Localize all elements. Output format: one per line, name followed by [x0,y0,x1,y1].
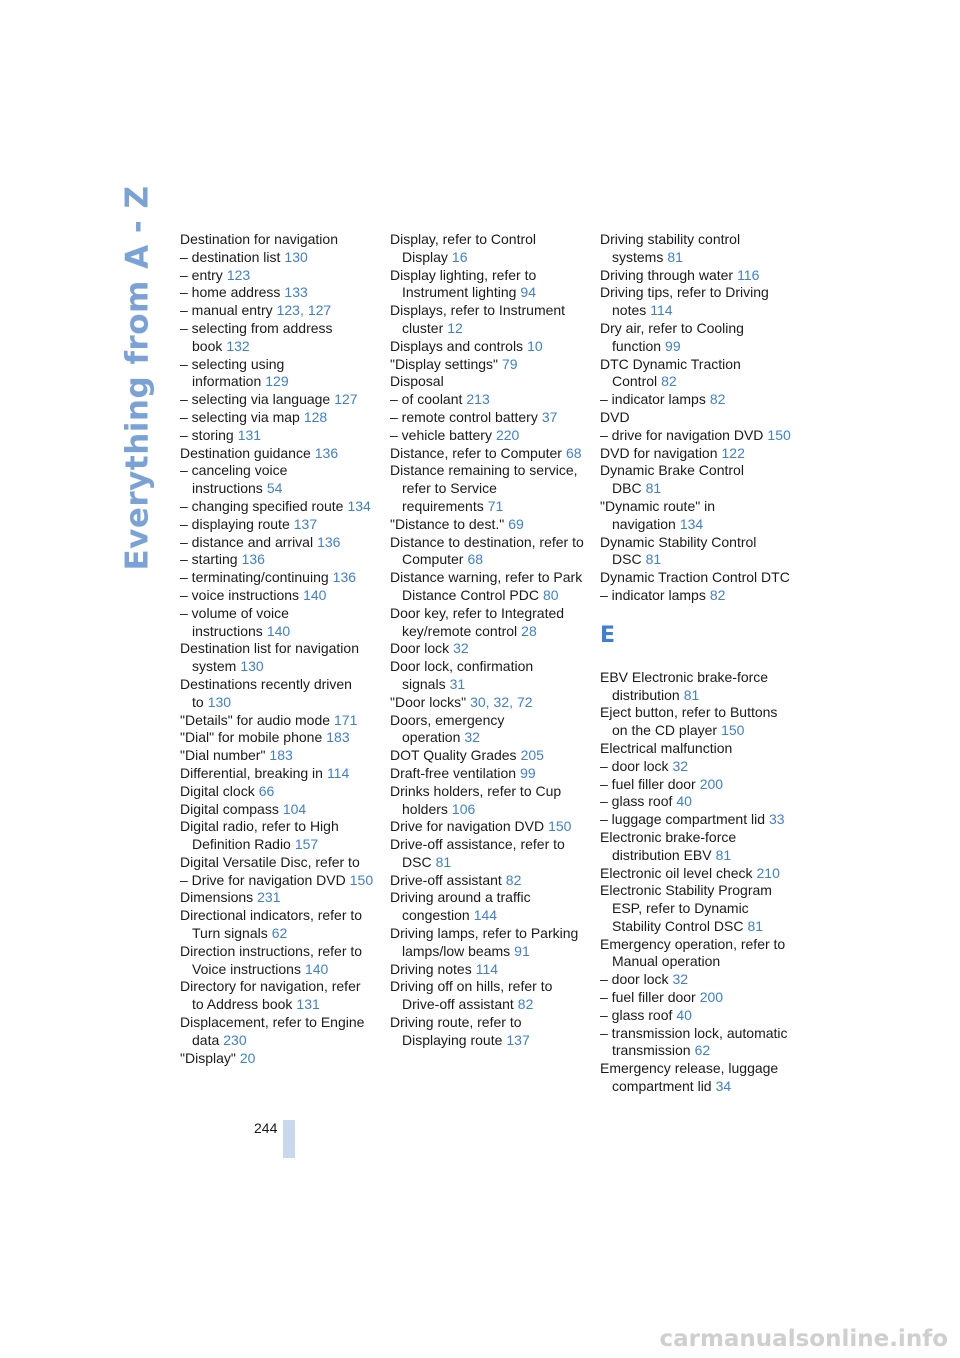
index-entry-term: Digital radio, refer to High Definition Radio [180,818,339,853]
index-entry [600,445,796,463]
index-entry [180,231,376,249]
page-reference-link[interactable]: 136 [314,444,339,461]
index-entry-term: "Dial number" [180,747,266,764]
index-entry [180,729,376,747]
index-entry [390,338,586,356]
index-entry [390,872,586,890]
page-reference-link[interactable]: 94 [520,284,536,301]
index-entry [180,907,376,943]
index-entry-term: Emergency operation, refer to Manual operation [600,935,786,970]
index-entry [390,231,586,267]
index-entry [180,356,376,392]
index-entry-term: Disposal [390,373,444,390]
index-entry-term: "Dial" for mobile phone [180,729,323,746]
index-entry-term: Eject button, refer to Buttons on the CD player [600,704,778,739]
page-reference-link[interactable]: 82 [709,586,726,603]
index-entry: – manual entry 123, 127 [180,302,332,319]
index-entry-term: – home address [180,284,281,301]
index-entry-term: – destination list [180,248,281,265]
index-entry-term: – displaying route [180,515,290,532]
index-entry [390,267,586,303]
page-number-bar [283,1120,295,1158]
index-entry [180,676,376,712]
index-entry [390,569,586,605]
page-reference-link[interactable]: 62 [694,1042,711,1059]
index-entry [180,569,376,587]
page-reference-link[interactable]: 157 [294,836,319,853]
page-reference-link[interactable]: 114 [650,302,673,319]
index-entry [180,1050,376,1068]
index-entry [180,516,376,534]
index-entry [180,640,376,676]
index-entry-term: Door lock, confirmation signals [390,658,534,692]
page-reference-link[interactable]: 99 [665,337,681,354]
index-entry-term: Driving around a traffic congestion [390,889,531,924]
index-entry-term: – luggage compartment lid [600,811,765,828]
index-entry-term: Display, refer to Control Display [390,231,537,265]
index-entry-term: Driving through water [600,266,734,283]
index-entry-term: Display lighting, refer to Instrument lighting [390,266,537,301]
page-reference-link[interactable]: 213 [466,391,490,408]
index-entry-term: – indicator lamps [600,586,706,603]
index-entry [600,498,796,534]
page-reference-link[interactable]: 68 [565,444,582,461]
index-entry [180,872,376,890]
index-entry-term: Destination guidance [180,444,311,461]
index-entry-term: "Dynamic route" in navigation [600,497,715,532]
index-entry [390,356,586,374]
index-entry-term: "Display settings" [390,355,498,372]
page-reference-link[interactable]: 82 [661,373,677,390]
index-entry [600,587,796,605]
index-entry-term: Distance to destination, refer to Computer [390,533,584,568]
page-reference-link[interactable]: 81 [683,686,700,703]
index-entry [600,793,796,811]
index-entry [390,925,586,961]
index-entry-term: Distance remaining to service, refer to Service requirements [390,462,578,514]
index-entry-term: Dynamic Stability Control DSC [600,533,757,568]
page-reference-link[interactable]: 137 [293,515,318,532]
index-entry-term: – glass roof [600,793,673,810]
page-reference-link[interactable]: 200 [699,775,724,792]
index-entry [390,302,586,338]
page-reference-link[interactable]: 72 [517,693,533,710]
page-reference-link[interactable]: 210 [756,864,780,881]
index-entry [390,409,586,427]
index-entry-term: – door lock [600,757,669,774]
index-entry [180,712,376,730]
index-entry [180,818,376,854]
index-entry [390,978,586,1014]
index-entry-term: – of coolant [390,391,463,408]
page-reference-link[interactable]: 20 [239,1049,256,1066]
page-reference-link[interactable]: 130 [284,248,308,265]
index-entry [180,427,376,445]
index-entry-term: – voice instructions [180,586,300,603]
index-entry-term: Drinks holders, refer to Cup holders [390,782,562,817]
index-entry [180,978,376,1014]
index-entry-term: – fuel filler door [600,775,696,792]
index-entry [390,961,586,979]
index-entry [600,267,796,285]
index-entry-term: – glass roof [600,1006,673,1023]
index-entry-term: – transmission lock, automatic transmission [600,1024,788,1059]
page-reference-link[interactable]: 34 [715,1078,732,1095]
index-entry [390,747,586,765]
index-entry-term: – selecting via map [180,408,300,425]
page-reference-link[interactable]: 123 [226,266,251,283]
index-entry-term: – remote control battery [390,408,538,425]
index-entry-term: – manual entry [180,302,273,319]
page-reference-link[interactable]: 133 [284,284,308,301]
index-entry-term: Directional indicators, refer to Turn signals [180,907,363,942]
index-entry-term: Destination list for navigation system [180,640,359,675]
page-reference-link[interactable]: 140 [266,622,291,639]
index-entry [390,640,586,658]
index-entry-term: Destinations recently driven to [180,675,352,710]
index-entry [600,284,796,320]
index-entry-term: Displays and controls [390,337,524,354]
index-entry [180,783,376,801]
page-reference-link[interactable]: 32 [453,640,469,657]
page-reference-link[interactable]: 80 [542,586,559,603]
index-entry [600,231,796,267]
page-reference-link[interactable]: 200 [699,989,724,1006]
page-reference-link[interactable]: 129 [265,373,289,390]
page-reference-link[interactable]: 122 [721,444,745,461]
index-column-1 [180,231,376,1067]
index-entry-term: Driving tips, refer to Driving notes [600,284,769,319]
index-entry [180,605,376,641]
page-reference-link[interactable]: 30 [470,693,486,710]
index-entry-term: Direction instructions, refer to Voice instructions [180,942,363,977]
page-reference-link[interactable]: 104 [282,800,307,817]
index-entry [390,516,586,534]
index-entry-term: – starting [180,551,238,568]
page-reference-link[interactable]: 140 [304,960,329,977]
index-entry [180,801,376,819]
index-entry-term: Driving route, refer to Displaying route [390,1014,522,1048]
index-entry [180,765,376,783]
page-reference-link[interactable]: 10 [527,337,543,354]
page-reference-link[interactable]: 54 [266,480,283,497]
index-entry-term: Digital compass [180,800,279,817]
index-entry [600,776,796,794]
page-reference-link[interactable]: 150 [548,818,572,835]
page-reference-link[interactable]: 81 [715,846,732,863]
index-entry-term: Driving lamps, refer to Parking lamps/low beams [390,925,579,959]
index-entry [600,1025,796,1061]
index-entry [180,943,376,979]
index-entry [180,320,376,356]
index-entry-term: – entry [180,266,223,283]
page-reference-link[interactable]: 114 [326,764,350,781]
index-entry [390,712,586,748]
index-entry-term: Emergency release, luggage compartment lid [600,1060,779,1095]
page-reference-link[interactable]: 116 [737,266,760,283]
page-reference-link[interactable]: 134 [679,515,704,532]
index-entry [600,462,796,498]
index-entry-term: Differential, breaking in [180,764,323,781]
page-reference-link[interactable]: 31 [449,675,466,692]
index-entry-term: Digital Versatile Disc, refer to [180,853,360,870]
page-reference-link[interactable]: 136 [317,533,341,550]
index-entry [600,989,796,1007]
page-reference-link[interactable]: 99 [520,764,536,781]
page-reference-link[interactable]: 131 [237,426,262,443]
page-reference-link[interactable]: 32 [464,729,480,746]
index-entry-term: "Display" [180,1049,236,1066]
index-entry-term: "Distance to dest." [390,515,505,532]
index-entry [600,1007,796,1025]
index-entry-term: Dynamic Brake Control DBC [600,462,744,497]
index-entry-term: Doors, emergency operation [390,711,505,746]
index-entry [390,391,586,409]
page-reference-link[interactable]: 114 [475,960,499,977]
index-entry-term: Electronic oil level check [600,864,753,881]
page-reference-link[interactable]: 32 [672,757,689,774]
page-reference-link[interactable]: 66 [258,782,275,799]
index-entry [600,409,796,427]
index-entry-term: – volume of voice instructions [180,604,289,639]
index-entry-term: DVD for navigation [600,444,718,461]
page-reference-link[interactable]: 220 [495,426,520,443]
index-entry [180,284,376,302]
index-column-3 [600,231,796,1096]
index-column-2 [390,231,586,1050]
index-entry [180,445,376,463]
index-entry-term: Electronic brake-force distribution EBV [600,828,737,863]
index-entry-term: Dynamic Traction Control DTC [600,569,790,586]
index-entry [180,551,376,569]
page-reference-link[interactable]: 82 [709,391,726,408]
index-entry-term: – changing specified route [180,497,344,514]
index-entry [180,391,376,409]
index-entry-term: Drive-off assistant [390,871,502,888]
index-entry-term: – vehicle battery [390,426,492,443]
page-reference-link[interactable]: 81 [645,551,662,568]
index-entry-term: – door lock [600,971,669,988]
page-reference-link[interactable]: 130 [207,693,232,710]
index-entry-term: Directory for navigation, refer to Address book [180,978,361,1013]
index-entry-term: DTC Dynamic Traction Control [600,355,741,390]
page-reference-link[interactable]: 81 [435,853,452,870]
page-reference-link[interactable]: 68 [467,551,484,568]
page-reference-link[interactable]: 150 [767,426,791,443]
page-reference-link[interactable]: 12 [447,319,463,336]
index-entry-term: "Details" for audio mode [180,711,331,728]
page-reference-link[interactable]: 150 [349,871,374,888]
index-entry [180,587,376,605]
index-entry-term: "Door locks" [390,693,467,710]
index-entry [600,758,796,776]
page-reference-link[interactable]: 140 [303,586,327,603]
page-reference-link[interactable]: 82 [517,996,534,1013]
index-entry-term: Driving stability control systems [600,231,741,265]
page-reference-link[interactable]: 134 [347,497,371,514]
index-entry [390,462,586,515]
page-reference-link[interactable]: 71 [487,497,504,514]
index-entry [600,1060,796,1096]
page-reference-link[interactable]: 62 [271,925,288,942]
index-entry [390,534,586,570]
index-entry-term: – selecting using information [180,355,285,390]
page-reference-link[interactable]: 40 [676,793,692,810]
index-entry [390,1014,586,1050]
index-entry [600,740,796,758]
index-entry-term: Driving notes [390,960,472,977]
index-entry [390,373,586,391]
page-reference-link[interactable]: 32 [672,971,689,988]
index-entry [180,1014,376,1050]
index-entry [390,445,586,463]
page-reference-link[interactable]: 32 [493,693,510,710]
index-entry [600,811,796,829]
index-entry [390,889,586,925]
index-entry [390,836,586,872]
index-entry-term: – Drive for navigation DVD [180,871,346,888]
index-entry-term: Displays, refer to Instrument cluster [390,302,566,336]
side-section-title-text: Everything from A - Z [120,185,156,571]
page-reference-link[interactable]: 183 [326,729,350,746]
index-entry-term: Dry air, refer to Cooling function [600,319,744,354]
index-entry [180,534,376,552]
index-entry [390,658,586,694]
index-entry [600,391,796,409]
index-entry [180,889,376,907]
index-entry: "Door locks" 30, 32, 72 [390,693,533,710]
index-entry [600,427,796,445]
index-entry-term: Driving off on hills, refer to Drive-off assistant [390,978,553,1013]
index-entry [600,320,796,356]
page-reference-link[interactable]: 205 [520,747,544,764]
index-entry-term: – indicator lamps [600,391,706,408]
index-entry-term: DOT Quality Grades [390,747,517,764]
page-reference-link[interactable]: 127 [334,391,358,408]
index-entry-term: Door lock [390,640,450,657]
index-entry [600,669,796,705]
page-reference-link[interactable]: 28 [521,622,537,639]
index-entry-term: Draft-free ventilation [390,764,517,781]
page-reference-link[interactable]: 81 [667,248,683,265]
page-reference-link[interactable]: 79 [501,355,518,372]
index-entry [600,534,796,570]
index-entry [390,427,586,445]
index-entry-term: – drive for navigation DVD [600,426,764,443]
index-entry [180,498,376,516]
page-number: 244 [254,1120,278,1136]
page-reference-link[interactable]: 137 [506,1031,530,1048]
page-reference-link[interactable]: 69 [508,515,524,532]
index-entry-term: Digital clock [180,782,255,799]
footer-watermark: carmanualsonline.info [659,1326,948,1352]
index-entry [180,854,376,872]
index-entry [390,818,586,836]
page-reference-link[interactable]: 37 [541,408,558,425]
index-entry [180,747,376,765]
index-entry-term: – selecting from address book [180,319,333,354]
page-reference-link[interactable]: 127 [307,302,332,319]
index-entry [180,462,376,498]
index-entry [600,936,796,972]
page-reference-link[interactable]: 231 [257,889,281,906]
page-reference-link[interactable]: 136 [332,569,357,586]
page-reference-link[interactable]: 91 [514,942,530,959]
page-reference-link[interactable]: 144 [473,907,498,924]
page-reference-link[interactable]: 183 [269,747,293,764]
index-entry [600,356,796,392]
index-entry [600,569,796,587]
index-entry-term: Destination for navigation [180,231,338,247]
index-entry-term: Displacement, refer to Engine data [180,1014,365,1048]
index-letter-heading: E [600,622,616,648]
index-entry-term: DVD [600,408,630,425]
index-entry-term: – canceling voice instructions [180,462,288,497]
page-reference-link[interactable]: 16 [451,248,468,265]
page-reference-link[interactable]: 130 [240,658,264,675]
index-entry [600,865,796,883]
index-entry [390,605,586,641]
page-reference-link[interactable]: 136 [241,551,265,568]
index-entry-term: – fuel filler door [600,989,696,1006]
page-reference-link[interactable]: 106 [451,800,476,817]
page-reference-link[interactable]: 33 [769,811,785,828]
index-entry-term: – storing [180,426,234,443]
index-entry [600,704,796,740]
page-reference-link[interactable]: 131 [296,996,320,1013]
index-entry [180,267,376,285]
index-entry [180,409,376,427]
index-entry [600,829,796,865]
side-section-title [118,185,158,571]
page-reference-link[interactable]: 123 [276,302,300,319]
page-reference-link[interactable]: 132 [226,337,250,354]
index-entry [600,971,796,989]
page-reference-link[interactable]: 230 [223,1031,247,1048]
index-entry-term: – terminating/continuing [180,569,329,586]
index-entry-term: EBV Electronic brake-force distribution [600,668,769,703]
page-reference-link[interactable]: 40 [676,1006,692,1023]
page-reference-link[interactable]: 81 [747,917,764,934]
page-reference-link[interactable]: 171 [334,711,358,728]
index-entry-term: Distance warning, refer to Park Distance Control PDC [390,569,583,603]
index-entry [390,783,586,819]
index-entry [390,765,586,783]
page-reference-link[interactable]: 150 [721,722,745,739]
index-entry-term: – distance and arrival [180,533,314,550]
index-entry-term: Electrical malfunction [600,739,733,756]
index-entry-term: – selecting via language [180,391,331,408]
index-entry-term: Electronic Stability Program ESP, refer to Dynamic Stability Control DSC [600,882,772,934]
page-reference-link[interactable]: 128 [303,408,328,425]
index-entry-term: Dimensions [180,889,254,906]
page-reference-link[interactable]: 81 [645,480,662,497]
page-reference-link[interactable]: 82 [505,871,522,888]
index-entry-term: Drive-off assistance, refer to DSC [390,836,565,870]
index-entry-term: Drive for navigation DVD [390,818,545,835]
index-entry [600,882,796,935]
index-entry-term: Door key, refer to Integrated key/remote control [390,604,565,639]
index-entry-term: Distance, refer to Computer [390,444,562,461]
index-entry [180,249,376,267]
